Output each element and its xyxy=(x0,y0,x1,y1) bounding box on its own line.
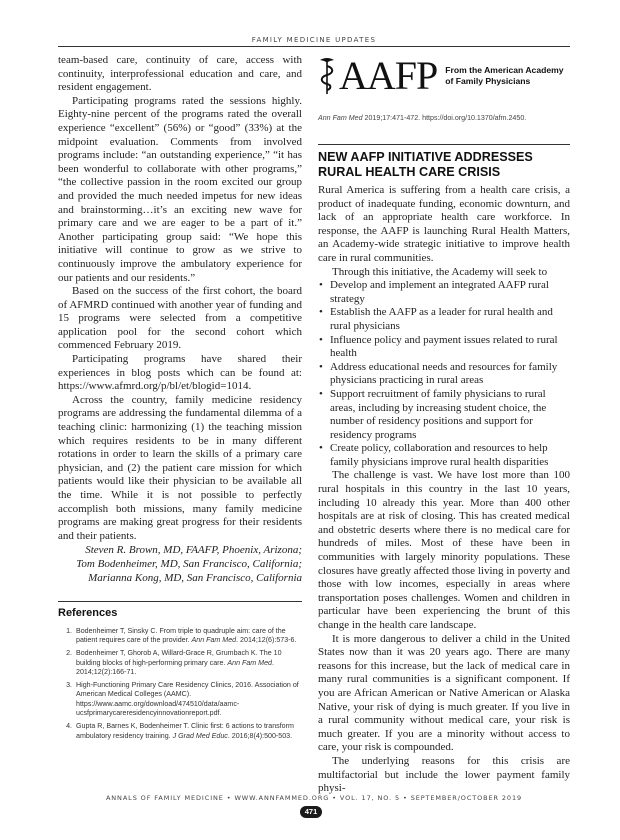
reference-item: 4. Gupta R, Barnes K, Bodenheimer T. Clinic first: 6 actions to transform ambulatory residency training. J Grad Med Educ. 2016;8(4):500-503. xyxy=(74,722,302,741)
article-body xyxy=(318,184,570,796)
aafp-logo xyxy=(318,54,570,98)
article-paragraph-3: The challenge is vast. We have lost more than 100 rural hospitals in this country in the last 10 years, including 10 already this year. More than 400 other hospitals are at risk of closing. This has created medical and obstetric deserts where there is no medical care for hundreds of miles. Most of these have been in communities with largely minority populations. These closures have greatly affected those living in poverty and those with low incomes, especially in areas where transportation poses challenges. Women and children in particular have been experiencing the brunt of this change in the health care landscape. xyxy=(318,469,570,631)
caduceus-icon xyxy=(318,56,336,96)
article-paragraph-4: It is more dangerous to deliver a child in the United States now than it was 20 years ago. There are many reasons for this increase, but the lack of medical care in many rural communities is a significant component. If you are African American or Native American or Alaska Native, your risk of dying is much greater. If you live in a rural community without medical care, your risk is much greater. If you are a minority without access to care, your risk is compounded. xyxy=(318,632,570,754)
right-column xyxy=(318,54,570,796)
bullet-item: • Influence policy and payment issues related to rural health xyxy=(318,334,570,361)
bullet-item: • Develop and implement an integrated AAFP rural strategy xyxy=(318,279,570,306)
author-signature xyxy=(58,544,302,585)
title-rule xyxy=(318,144,570,145)
journal-footer: ANNALS OF FAMILY MEDICINE • WWW.ANNFAMMED.ORG • VOL. 17, NO. 5 • SEPTEMBER/OCTOBER 2019 xyxy=(105,794,523,802)
bullet-item: • Support recruitment of family physicians to rural areas, including by increasing student choice, the number of residency positions and support for residency programs xyxy=(318,388,570,442)
signature-line-3: Marianna Kong, MD, San Francisco, California xyxy=(88,571,302,584)
left-paragraph-5: Across the country, family medicine residency programs are addressing the fundamental dilemma of a teaching clinic: harmonizing (1) the teaching mission which requires residents to be in many different rotations in order to learn the skills of a primary care physician, and (2) the patient care mission for which patients would like their physician to be available all the time. While it is not possible to perfectly accomplish both missions, many family medicine programs are making great progress for their residents and their patients. xyxy=(58,393,302,542)
bullet-item: • Create policy, collaboration and resources to help family physicians improve rural health disparities xyxy=(318,442,570,469)
article-citation: Ann Fam Med 2019;17:471-472. https://doi.org/10.1370/afm.2450. xyxy=(318,114,527,122)
article-paragraph-2: Through this initiative, the Academy will seek to xyxy=(332,265,548,278)
article-paragraph-5: The underlying reasons for this crisis are multifactorial but include the lower payment family physi- xyxy=(318,754,570,795)
signature-line-1: Steven R. Brown, MD, FAAFP, Phoenix, Arizona; xyxy=(85,544,302,557)
signature-line-2: Tom Bodenheimer, MD, San Francisco, California; xyxy=(76,557,302,570)
reference-item: 1. Bodenheimer T, Sinsky C. From triple to quadruple aim: care of the patient requires care of the provider. Ann Fam Med. 2014;12(6):573-6. xyxy=(74,627,302,646)
left-paragraph-1: team-based care, continuity of care, access with continuity, interprofessional education and care, and resident engagement. xyxy=(58,54,302,94)
article-title: NEW AAFP INITIATIVE ADDRESSES RURAL HEALTH CARE CRISIS xyxy=(318,150,533,179)
reference-item: 2. Bodenheimer T, Ghorob A, Willard-Grace R, Grumbach K. The 10 building blocks of high-performing primary care. Ann Fam Med. 2014;12(2):166-71. xyxy=(74,649,302,677)
references-heading: References xyxy=(58,601,302,621)
references-list xyxy=(58,627,302,741)
left-column xyxy=(58,54,302,745)
aafp-wordmark: AAFP xyxy=(339,53,438,98)
left-paragraph-3: Based on the success of the first cohort, the board of AFMRD continued with another year of funding and 15 programs were selected from a competitive application pool for the second cohort which commenced February 2019. xyxy=(58,285,302,352)
left-paragraph-4: Participating programs have shared their experiences in blog posts which can be found at: https://www.afmrd.org/p/bl/et/blogid=1014. xyxy=(58,353,302,393)
left-paragraph-2: Participating programs rated the sessions highly. Eighty-nine percent of the programs rated the overall experience “excellent” (56%) or “good” (33%) at the midpoint evaluation. Comments from involved programs include: “an outstanding experience,” “it has been wonderful to collaborate with other programs,” “the collective passion in the room excited our group and provided the much needed impetus for new ideas and brainstorming…it’s an exciting new wave for primary care and we are eager to be a part of it.” Another participating group said: “We hope this initiative will continue to grow as we strive to continuously improve the ambulatory experience for our patients and our residents.” xyxy=(58,94,302,284)
bullet-item: • Establish the AAFP as a leader for rural health and rural physicians xyxy=(318,306,570,333)
bullet-item: • Address educational needs and resources for family physicians practicing in rural areas xyxy=(318,361,570,388)
initiative-bullet-list xyxy=(318,279,570,469)
page-number-badge: 471 xyxy=(300,806,322,818)
aafp-tagline: From the American Academy of Family Physicians xyxy=(445,65,564,86)
running-header: FAMILY MEDICINE UPDATES xyxy=(251,36,377,44)
reference-item: 3. High-Functioning Primary Care Residency Clinics, 2016. Association of American Medical Colleges (AAMC). https://www.aamc.org/download/474510/data/aamc-ucsfprimarycareresidencyinnovationreport.pdf. xyxy=(74,681,302,719)
header-rule xyxy=(58,46,570,47)
article-paragraph-1: Rural America is suffering from a health care crisis, a product of inadequate funding, economic downturn, and lack of an appropriate health care workforce. In response, the AAFP is launching Rural Health Matters, an Academy-wide strategic initiative to improve health care in rural communities. xyxy=(318,184,570,264)
